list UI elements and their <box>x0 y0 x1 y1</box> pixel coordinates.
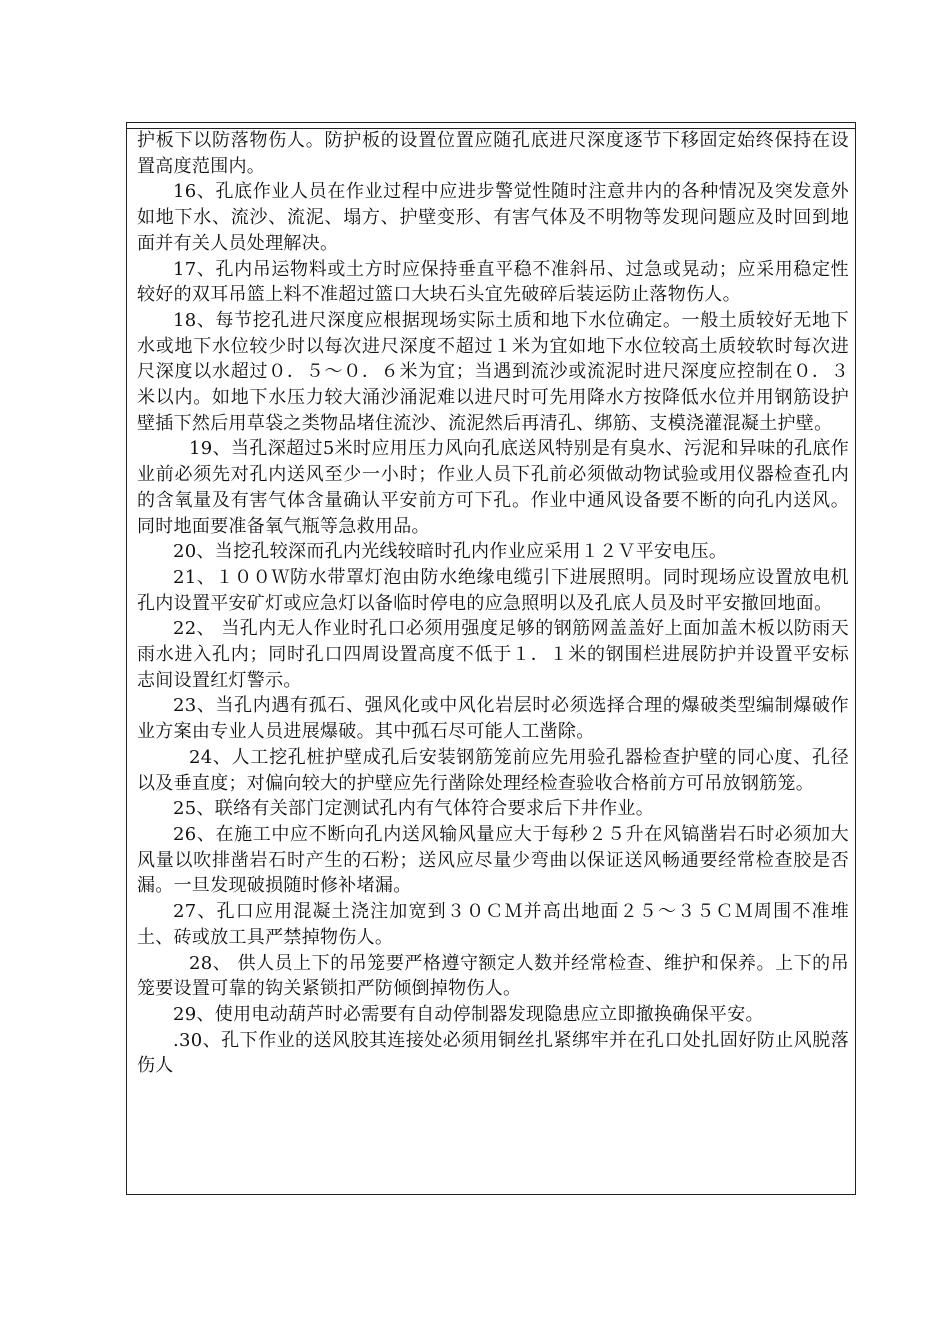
paragraph-item-23: 23、当孔内遇有孤石、强风化或中风化岩层时必须选择合理的爆破类型编制爆破作业方案由专业人员进展爆破。其中孤石尽可能人工凿除。 <box>137 695 849 743</box>
paragraph-item-18: 18、每节挖孔进尺深度应根据现场实际土质和地下水位确定。一般土质较好无地下水或地下水位较少时以每次进尺深度不超过１米为宜如地下水位较高土质较软时每次进尺深度以水超过０．５～０．６米为宜；当遇到流沙或流泥时进尺深度应控制在０．３米以内。如地下水压力较大涌沙涌泥难以进尺时可先用降水方按降低水位并用钢筋设护壁插下然后用草袋之类物品堵住流沙、流泥然后再清孔、绑筋、支模浇灌混凝土护壁。 <box>137 309 849 434</box>
paragraph-item-30: .30、孔下作业的送风胶其连接处必须用铜丝扎紧绑牢并在孔口处扎固好防止风脱落伤人 <box>137 1029 849 1077</box>
paragraph-item-22: 22、 当孔内无人作业时孔口必须用强度足够的钢筋网盖盖好上面加盖木板以防雨天雨水进入孔内；同时孔口四周设置高度不低于１．１米的钢围栏进展防护并设置平安标志间设置红灯警示。 <box>137 618 849 691</box>
paragraph-item-27: 27、孔口应用混凝土浇注加宽到３０ＣＭ并高出地面２５～３５ＣＭ周围不准堆土、砖或放工具严禁掉物伤人。 <box>137 901 849 948</box>
paragraph-item-19: 19、当孔深超过5米时应用压力风向孔底送风特别是有臭水、污泥和异味的孔底作业前必须先对孔内送风至少一小时；作业人员下孔前必须做动物试验或用仪器检查孔内的含氧量及有害气体含量确认平安前方可下孔。作业中通风设备要不断的向孔内送风。同时地面要准备氧气瓶等急救用品。 <box>137 438 849 537</box>
paragraph-item-29: 29、使用电动葫芦时必需要有自动停制器发现隐患应立即撤换确保平安。 <box>173 1003 764 1025</box>
paragraph-continuation: 护板下以防落物伤人。防护板的设置位置应随孔底进尺深度逐节下移固定始终保持在设置高度范围内。 <box>137 130 849 177</box>
paragraph-item-17: 17、孔内吊运物料或土方时应保持垂直平稳不准斜吊、过急或晃动；应采用稳定性较好的双耳吊篮上料不准超过篮口大块石头宜先破碎后装运防止落物伤人。 <box>137 258 849 306</box>
paragraph-item-25: 25、联络有关部门定测试孔内有气体符合要求后下井作业。 <box>173 798 655 820</box>
paragraph-item-16: 16、孔底作业人员在作业过程中应进步警觉性随时注意井内的各种情况及突发意外如地下水、流沙、流泥、塌方、护壁变形、有害气体及不明物等发现问题应及时回到地面并有关人员处理解决。 <box>137 181 849 254</box>
paragraph-item-20: 20、当挖孔较深而孔内光线较暗时孔内作业应采用１２Ｖ平安电压。 <box>173 541 728 563</box>
paragraph-item-26: 26、在施工中应不断向孔内送风输风量应大于每秒２５升在风镐凿岩石时必须加大风量以吹排凿岩石时产生的石粉；送风应尽量少弯曲以保证送风畅通要经常检查胶是否漏。一旦发现破损随时修补堵漏。 <box>137 823 849 897</box>
paragraph-item-24: 24、人工挖孔桩护壁成孔后安装钢筋笼前应先用验孔器检查护壁的同心度、孔径以及垂直度；对偏向较大的护壁应先行凿除处理经检查验收合格前方可吊放钢筋笼。 <box>137 746 849 794</box>
paragraph-item-21: 21、１００Ｗ防水带罩灯泡由防水绝缘电缆引下进展照明。同时现场应设置放电机孔内设置平安矿灯或应急灯以备临时停电的应急照明以及孔底人员及时平安撤回地面。 <box>137 566 849 614</box>
paragraph-item-28: 28、 供人员上下的吊笼要严格遵守额定人数并经常检查、维护和保养。上下的吊笼要设置可靠的钩关紧锁扣严防倾倒掉物伤人。 <box>137 952 849 1000</box>
document-body <box>137 128 849 1079</box>
